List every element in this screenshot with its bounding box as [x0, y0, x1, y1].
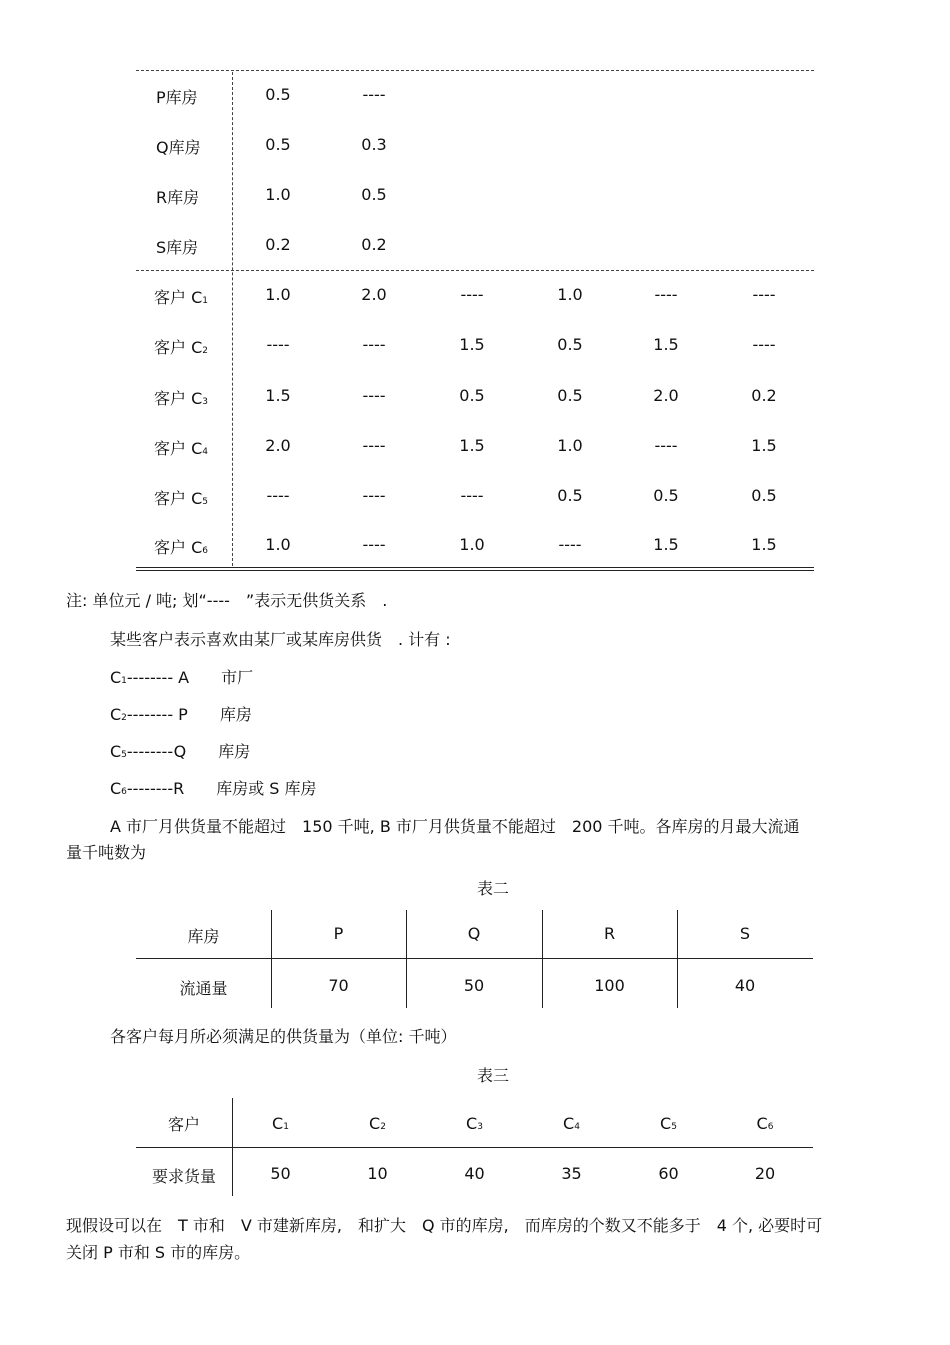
- table-cell: 2.0: [361, 285, 387, 304]
- table2-header-cell: S: [739, 924, 751, 943]
- row-label: 客户 C1: [154, 288, 208, 307]
- table3-value-cell: 35: [561, 1164, 582, 1183]
- table2-caption: 表二: [477, 879, 510, 898]
- table-cell: 1.0: [459, 535, 485, 554]
- table2-value-cell: 流通量: [179, 979, 228, 998]
- table2-header-cell: 库房: [187, 927, 220, 946]
- table-cell: 0.5: [653, 486, 679, 505]
- table-cell: 1.5: [751, 436, 777, 455]
- cost-table: [136, 70, 814, 575]
- table-cell: 0.2: [265, 235, 291, 254]
- row-label: 客户 C3: [154, 389, 208, 408]
- table-cell: 1.5: [265, 386, 291, 405]
- table-cell: ----: [558, 535, 582, 554]
- row-label: P库房: [156, 88, 198, 107]
- table-cell: ----: [362, 436, 386, 455]
- table-cell: 0.5: [751, 486, 777, 505]
- table-cell: 1.5: [459, 335, 485, 354]
- table-cell: 0.5: [459, 386, 485, 405]
- table-cell: 0.3: [361, 135, 387, 154]
- table-cell: 1.0: [265, 185, 291, 204]
- table-section-rule: [136, 270, 814, 271]
- supply-paragraph-line2: 量千吨数为: [66, 843, 147, 862]
- table3-header-cell: C4: [563, 1114, 580, 1133]
- table-cell: 0.5: [557, 486, 583, 505]
- table2-header-cell: P: [333, 924, 344, 943]
- table-cell: 1.5: [459, 436, 485, 455]
- row-label: Q库房: [156, 138, 201, 157]
- table3-value-cell: 要求货量: [151, 1167, 216, 1186]
- table3-header-cell: C2: [369, 1114, 386, 1133]
- table-cell: ----: [752, 285, 776, 304]
- table-cell: ----: [752, 335, 776, 354]
- table-row-header-divider: [232, 72, 233, 566]
- table-top-rule: [136, 70, 814, 71]
- table3-value-cell: 20: [754, 1164, 776, 1183]
- table3-value-cell: 10: [367, 1164, 388, 1183]
- table-cell: 1.5: [653, 535, 679, 554]
- table-cell: ----: [266, 486, 290, 505]
- table3-header-cell: C1: [272, 1114, 289, 1133]
- preference-item: C5--------Q 库房: [110, 742, 251, 761]
- preference-item: C1-------- A 市厂: [110, 668, 254, 687]
- table2-header-cell: Q: [467, 924, 481, 943]
- table2-value-cell: 50: [463, 976, 485, 995]
- row-label: R库房: [156, 188, 200, 207]
- table2-value-cell: 70: [328, 976, 349, 995]
- row-label: 客户 C6: [154, 538, 208, 557]
- final-paragraph-line1: 现假设可以在 T 市和 V 市建新库房, 和扩大 Q 市的库房, 而库房的个数又不能多于 4 个, 必要时可: [66, 1216, 823, 1235]
- table-cell: ----: [460, 285, 484, 304]
- table2-value-cell: 40: [734, 976, 756, 995]
- table3-header-cell: C5: [660, 1114, 677, 1133]
- row-label: S库房: [156, 238, 199, 257]
- table-cell: ----: [654, 285, 678, 304]
- table3-header-rule: [136, 1147, 813, 1148]
- table3-value-cell: 60: [658, 1164, 679, 1183]
- table-bottom-rule: [136, 567, 814, 568]
- table-cell: 2.0: [653, 386, 679, 405]
- table-cell: ----: [362, 386, 386, 405]
- table-cell: ----: [362, 85, 386, 104]
- table3-header-cell: C6: [756, 1114, 774, 1133]
- table-cell: 0.5: [265, 85, 291, 104]
- preference-intro: 某些客户表示喜欢由某厂或某库房供货 . 计有 :: [110, 630, 451, 649]
- table-cell: ----: [362, 535, 386, 554]
- table-cell: ----: [266, 335, 290, 354]
- demand-intro: 各客户每月所必须满足的供货量为（单位: 千吨）: [110, 1027, 457, 1046]
- preference-item: C2-------- P 库房: [110, 705, 252, 724]
- table-cell: 1.0: [557, 285, 583, 304]
- table-cell: 0.2: [751, 386, 777, 405]
- table-cell: 0.5: [557, 386, 583, 405]
- table-cell: ----: [362, 335, 386, 354]
- table-cell: 0.5: [265, 135, 291, 154]
- table3-header-cell: C3: [466, 1114, 483, 1133]
- table3-value-cell: 50: [270, 1164, 291, 1183]
- table-cell: 0.5: [361, 185, 387, 204]
- table3-caption: 表三: [477, 1066, 510, 1085]
- table-cell: 1.0: [265, 535, 291, 554]
- table-cell: ----: [460, 486, 484, 505]
- row-label: 客户 C5: [154, 489, 208, 508]
- table-cell: 0.2: [361, 235, 387, 254]
- table3-header-cell: 客户: [167, 1115, 200, 1134]
- final-paragraph-line2: 关闭 P 市和 S 市的库房。: [66, 1243, 251, 1262]
- row-label: 客户 C4: [154, 439, 208, 458]
- unit-note: 注: 单位元 / 吨; 划“---- ”表示无供货关系 .: [66, 591, 388, 610]
- table-cell: 0.5: [557, 335, 583, 354]
- supply-paragraph-line1: A 市厂月供货量不能超过 150 千吨, B 市厂月供货量不能超过 200 千吨。各库房的月最大流通: [110, 817, 800, 836]
- table-cell: 2.0: [265, 436, 291, 455]
- table-cell: 1.0: [557, 436, 583, 455]
- table-cell: 1.0: [265, 285, 291, 304]
- table2-header-cell: R: [603, 924, 616, 943]
- table-bottom-rule-double: [136, 570, 814, 571]
- table-cell: ----: [654, 436, 678, 455]
- table-cell: 1.5: [653, 335, 679, 354]
- preference-item: C6--------R 库房或 S 库房: [110, 779, 317, 798]
- table3-value-cell: 40: [464, 1164, 485, 1183]
- table2-header-rule: [136, 958, 813, 959]
- row-label: 客户 C2: [154, 338, 208, 357]
- table-cell: ----: [362, 486, 386, 505]
- table-cell: 1.5: [751, 535, 777, 554]
- table2-value-cell: 100: [594, 976, 625, 995]
